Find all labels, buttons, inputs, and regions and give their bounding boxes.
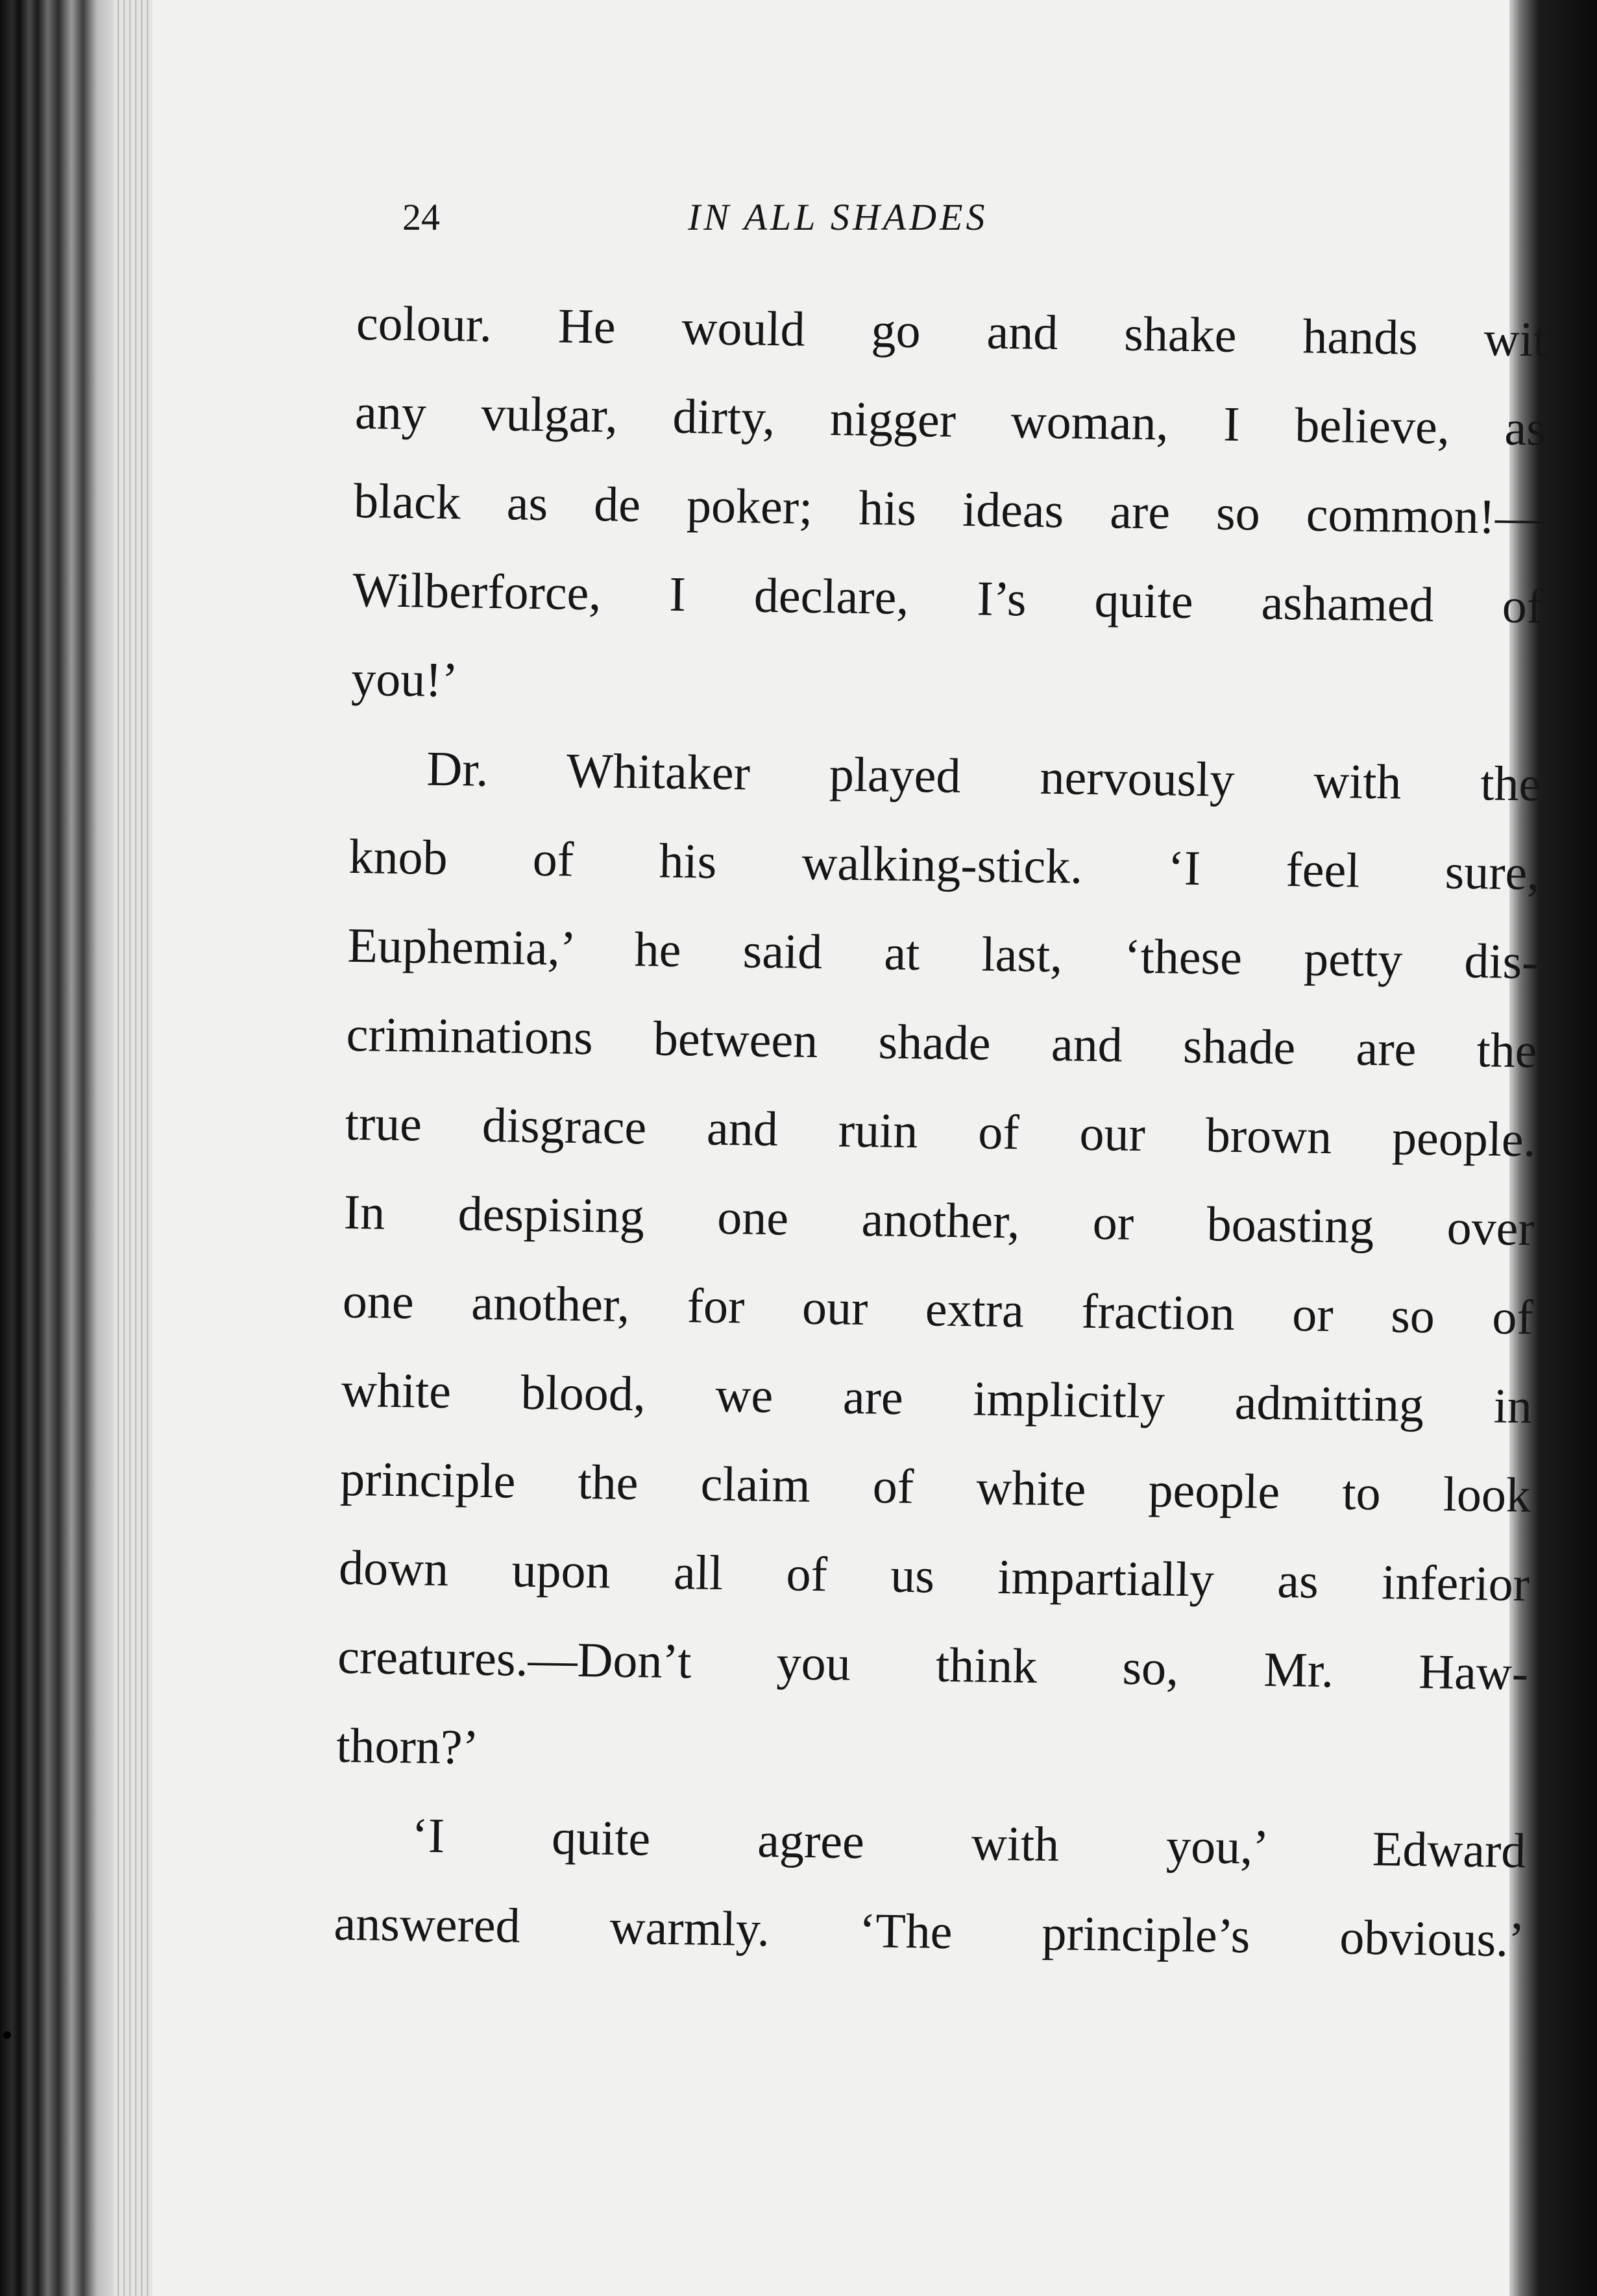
text-line: Dr. Whitaker played nervously with the	[426, 741, 1541, 812]
text-line: criminations between shade and shade are the	[346, 1007, 1538, 1079]
text-line: answered warmly. ‘The principle’s obvious.’	[334, 1896, 1526, 1968]
ink-speck	[3, 2031, 11, 2039]
text-line: colour. He would go and shake hands wit	[356, 295, 1548, 367]
book-page	[152, 0, 1548, 2296]
text-line: thorn?’	[335, 1718, 480, 1775]
text-line: principle the claim of white people to look	[339, 1451, 1531, 1523]
text-line: one another, for our extra fraction or so of	[342, 1273, 1534, 1345]
text-line: any vulgar, dirty, nigger woman, I believe, as	[354, 384, 1546, 456]
text-line: In despising one another, or boasting over	[343, 1184, 1535, 1256]
text-line: ‘I quite agree with you,’ Edward	[411, 1808, 1526, 1879]
paragraph	[334, 1790, 1527, 1985]
page-number: 24	[402, 196, 440, 238]
page-header	[402, 188, 1324, 247]
text-line: white blood, we are implicitly admitting in	[341, 1362, 1533, 1434]
text-line: Wilberforce, I declare, I’s quite ashamed of	[352, 562, 1544, 634]
paragraph	[350, 279, 1547, 740]
text-line: true disgrace and ruin of our brown people.	[345, 1095, 1537, 1167]
text-line: down upon all of us impartially as inferior	[338, 1540, 1530, 1612]
page-edges	[114, 0, 152, 2296]
book-binding	[0, 0, 114, 2296]
text-line: you!’	[350, 651, 459, 708]
text-line: creatures.—Don’t you think so, Mr. Haw-	[337, 1629, 1529, 1701]
paragraph	[335, 724, 1541, 1807]
running-title: IN ALL SHADES	[688, 196, 988, 238]
body-text	[334, 279, 1548, 1985]
text-line: knob of his walking-stick. ‘I feel sure,	[348, 829, 1540, 901]
text-line: black as de poker; his ideas are so common!—	[353, 473, 1545, 545]
text-line: Euphemia,’ he said at last, ‘these petty dis-	[347, 918, 1539, 990]
